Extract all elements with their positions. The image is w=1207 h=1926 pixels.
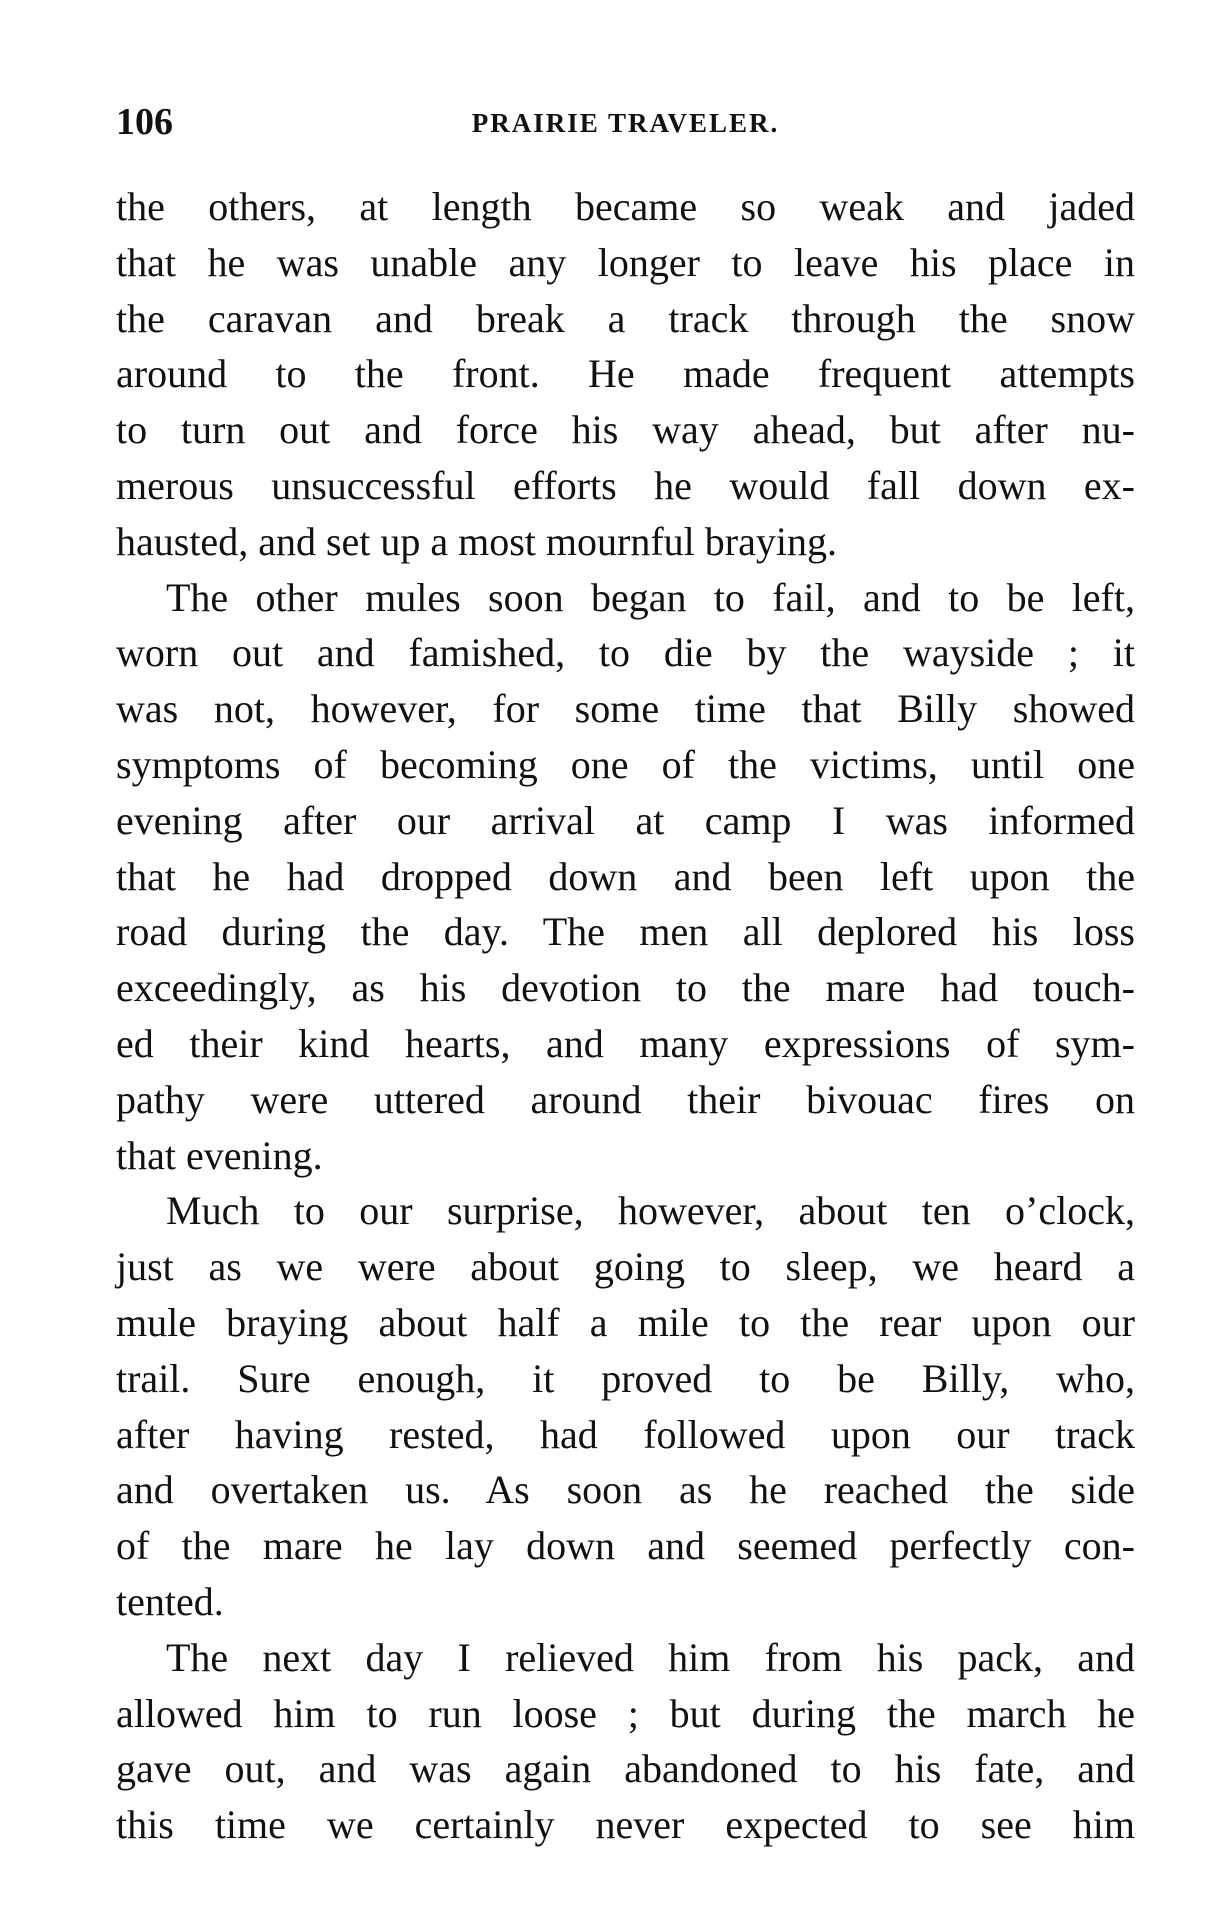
text-line: and overtaken us. As soon as he reached the side: [116, 1467, 1135, 1513]
text-line: The other mules soon began to fail, and to be left,: [166, 574, 1135, 620]
text-line: hausted, and set up a most mournful braying.: [116, 518, 837, 564]
text-line: road during the day. The men all deplored his loss: [116, 909, 1135, 955]
text-line: around to the front. He made frequent attempts: [116, 351, 1135, 397]
text-line: that he had dropped down and been left upon the: [116, 853, 1135, 899]
text-line: mule braying about half a mile to the rear upon our: [116, 1299, 1135, 1345]
text-line: tented.: [116, 1578, 224, 1624]
text-line: trail. Sure enough, it proved to be Billy, who,: [116, 1355, 1135, 1401]
text-line: gave out, and was again abandoned to his fate, and: [116, 1746, 1135, 1792]
text-line: The next day I relieved him from his pack, and: [166, 1634, 1135, 1680]
text-line: the others, at length became so weak and jaded: [116, 184, 1135, 229]
text-line: that evening.: [116, 1132, 323, 1178]
text-line: after having rested, had followed upon our track: [116, 1411, 1135, 1457]
text-line: worn out and famished, to die by the wayside ; it: [116, 630, 1135, 676]
body-text: [116, 179, 1135, 1853]
text-line: that he was unable any longer to leave his place in: [116, 239, 1135, 285]
running-title: PRAIRIE TRAVELER.: [471, 108, 780, 138]
text-line: was not, however, for some time that Billy showed: [116, 686, 1135, 732]
text-line: evening after our arrival at camp I was informed: [116, 797, 1135, 843]
text-line: ed their kind hearts, and many expressions of sym-: [116, 1020, 1135, 1066]
text-line: Much to our surprise, however, about ten o’clock,: [166, 1188, 1135, 1234]
text-line: symptoms of becoming one of the victims, until one: [116, 741, 1135, 787]
text-line: the caravan and break a track through the snow: [116, 295, 1135, 341]
text-line: to turn out and force his way ahead, but after nu-: [116, 407, 1135, 453]
text-line: merous unsuccessful efforts he would fall down ex-: [116, 462, 1135, 508]
page-number: 106: [116, 101, 173, 143]
page-header: [116, 100, 1135, 150]
text-line: this time we certainly never expected to see him: [116, 1802, 1135, 1848]
text-line: of the mare he lay down and seemed perfectly con-: [116, 1523, 1135, 1569]
text-line: allowed him to run loose ; but during the march he: [116, 1690, 1135, 1736]
text-line: just as we were about going to sleep, we heard a: [116, 1244, 1135, 1290]
text-line: pathy were uttered around their bivouac fires on: [116, 1076, 1135, 1122]
text-line: exceedingly, as his devotion to the mare had touch-: [116, 965, 1135, 1011]
